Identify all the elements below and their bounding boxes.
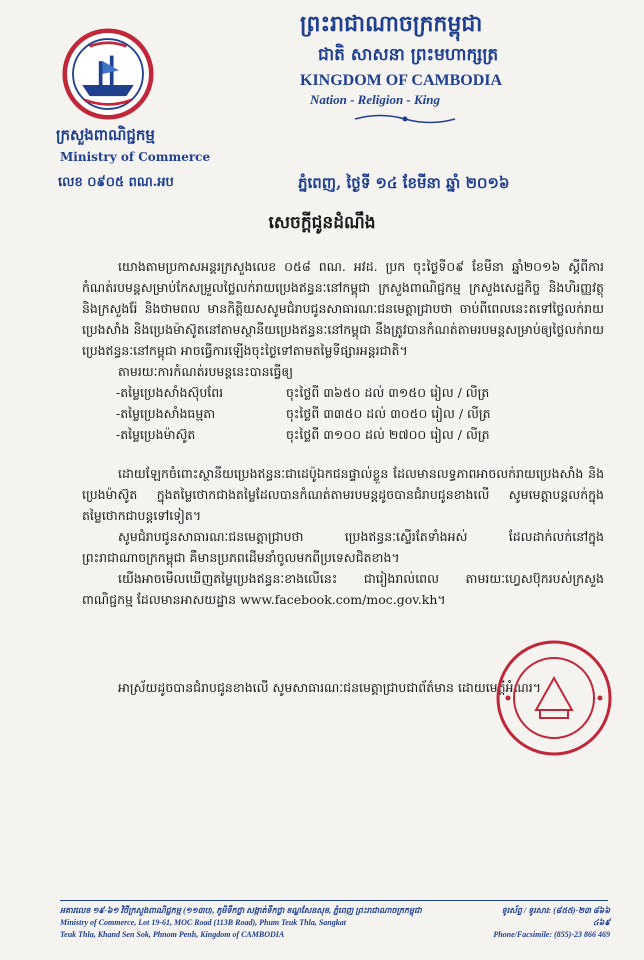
footer-phone-kh: ទូរស័ព្ទ / ទូរសារ: (៨៥៥)-២៣ ៨៦៦ ៤៦៩ <box>501 906 610 927</box>
footer-divider <box>60 900 608 901</box>
paragraph-private-depots: ដោយឡែកចំពោះស្ថានីយប្រេងឥន្ធនៈជាដេប៉ូឯកជនផ្ទាល់ខ្លួន ដែលមានលទ្ធភាពអាចលក់រាយប្រេងសាំង និងប្រេងម៉ាស៊ូត ក្នុងតម្លៃថោកជាងតម្លៃដែលបានកំណត់តាមរបមន្តដូចបានជំរាបជូនខាងលើ សូមមេត្តាបន្តលក់ក្នុងតម្លៃថោកជាបន្តទៅទៀត។ <box>82 466 604 523</box>
ornament-divider-icon <box>350 112 460 126</box>
closing-line: អាស្រ័យដូចបានជំរាបជូនខាងលើ សូមសាធារណៈជនមេត្តាជ្រាបជាព័ត៌មាន ដោយមេត្តីអំណរ។ <box>118 680 541 695</box>
paragraph-facebook: យើងអាចមើលឃើញតម្លៃប្រេងឥន្ធនៈខាងលើនេះ ជារៀងរាល់ពេល តាមរយៈហ្វេសប៊ុករបស់ក្រសួងពាណិជ្ជកម្ម ដែលមានអាសយដ្ឋាន www.facebook.com/moc.gov.kh។ <box>82 571 604 607</box>
footer-contact <box>486 905 610 941</box>
price-range: ចុះថ្លៃពី ៣៣៥០ ដល់ ៣០៥០ រៀល / លីត្រ <box>286 406 491 421</box>
ministry-name-en: Ministry of Commerce <box>60 150 211 164</box>
paragraph-import-source: សូមជំរាបជូនសាធារណៈជនមេត្តាជ្រាបថា ប្រេងឥន្ធនៈស្ទើរតែទាំងអស់ ដែលដាក់លក់នៅក្នុងព្រះរាជាណាចក្រកម្ពុជា គឺមានប្រភពដើមនាំចូលមកពីប្រទេសជិតខាង។ <box>82 529 604 565</box>
price-name: -តម្លៃប្រេងម៉ាស៊ូត <box>116 427 196 442</box>
official-seal-icon <box>494 638 614 758</box>
ministry-logo-icon <box>62 28 154 120</box>
footer-address-en-1: Ministry of Commerce, Lot 19-61, MOC Road (113B Road), Phum Teuk Thla, Sangkat <box>60 918 346 927</box>
list-item <box>116 424 604 445</box>
footer-address <box>60 905 480 941</box>
footer-phone-en: Phone/Facsimile: (855)-23 866 469 <box>493 930 610 939</box>
ministry-name-kh: ក្រសួងពាណិជ្ជកម្ម <box>56 126 155 144</box>
price-range: ចុះថ្លៃពី ៣៦៥០ ដល់ ៣១៥០ រៀល / លីត្រ <box>286 385 490 400</box>
price-list <box>116 382 604 445</box>
kingdom-title-kh: ព្រះរាជាណាចក្រកម្ពុជា <box>300 11 483 37</box>
footer-address-kh: អគារលេខ ១៩-៦១ វិថីក្រសួងពាណិជ្ជកម្ម (១១៣ប), ភូមិទឹកថ្លា សង្កាត់ទឹកថ្លា ខណ្ឌសែនសុខ, ភ្នំពេញ ព្រះរាជាណាចក្រកម្ពុជា <box>60 906 422 915</box>
list-item <box>116 382 604 403</box>
price-range: ចុះថ្លៃពី ៣១០០ ដល់ ២៧០០ រៀល / លីត្រ <box>286 427 490 442</box>
price-name: -តម្លៃប្រេងសាំងស៊ុបពែរ <box>116 385 224 400</box>
motto-en: Nation - Religion - King <box>310 92 441 107</box>
motto-kh: ជាតិ សាសនា ព្រះមហាក្សត្រ <box>318 45 499 65</box>
kingdom-title-en: KINGDOM OF CAMBODIA <box>300 72 503 89</box>
notice-title: សេចក្ដីជូនដំណឹង <box>268 213 376 233</box>
notice-body <box>82 256 604 610</box>
paragraph-intro: យោងតាមប្រកាសអន្តរក្រសួងលេខ ០៥៨ ពណ. អវដ. ប្រក ចុះថ្ងៃទី០៩ ខែមីនា ឆ្នាំ២០១៦ ស្ដីពីការកំណត់របមន្តសម្រាប់កែសម្រួលថ្លៃលក់រាយប្រេងឥន្ធនៈនៅកម្ពុជា ក្រសួងពាណិជ្ជកម្ម ក្រសួងសេដ្ឋកិច្ច និងហិរញ្ញវត្ថុ និងក្រសួងរ៉ែ និងថាមពល មានកិត្តិយសសូមជំរាបជូនសាធារណៈជនមេត្តាជ្រាបថា ចាប់ពីពេលនេះតទៅថ្លៃលក់រាយប្រេងសាំង និងប្រេងម៉ាស៊ូតនៅតាមស្ថានីយប្រេងឥន្ធនៈនៅកម្ពុជា នឹងត្រូវបានកំណត់តាមរបមន្តសម្រាប់ឲ្យថ្លៃលក់រាយប្រេងឥន្ធនៈនៅកម្ពុជា អាចធ្វើការឡើងចុះថ្ងៃទៅតាមតម្លៃទីផ្សារអន្តរជាតិ។ <box>82 259 604 358</box>
date-line: ភ្នំពេញ, ថ្ងៃទី ១៤ ខែមីនា ឆ្នាំ ២០១៦ <box>298 174 510 192</box>
list-item <box>116 403 604 424</box>
reference-number: លេខ ០៩០៥ ពណ.អប <box>58 175 174 190</box>
footer-address-en-2: Teuk Thla, Khand Sen Sok, Phnom Penh, Kingdom of CAMBODIA <box>60 930 285 939</box>
paragraph-price-intro: តាមរយៈការកំណត់របមន្តនេះបានធ្វើឲ្យ <box>118 364 294 379</box>
price-name: -តម្លៃប្រេងសាំងធម្មតា <box>116 406 216 421</box>
